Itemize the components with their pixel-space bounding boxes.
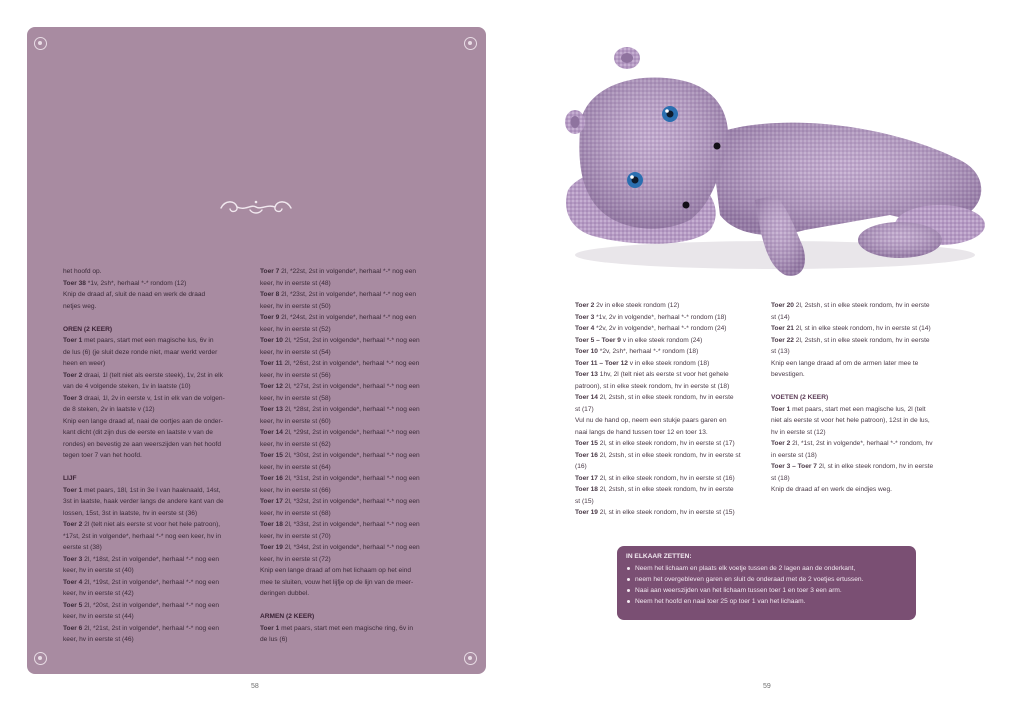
section-heading: OREN (2 KEER): [63, 325, 113, 333]
row-label: Toer 19: [260, 544, 283, 551]
instruction-line: (16): [575, 463, 587, 470]
row-instruction: 2l, *31st, 2st in volgende*, herhaal *-* nog een: [282, 475, 420, 482]
instruction-line: hv in eerste st (12): [771, 428, 826, 436]
pattern-row: [260, 404, 452, 416]
instruction-line: in eerste st (18): [771, 451, 817, 459]
row-label: Toer 14: [260, 429, 283, 436]
instruction-line: deringen dubbel.: [260, 590, 310, 597]
row-instruction: 2l, *20st, 2st in volgende*, herhaal *-* nog een: [82, 601, 220, 609]
row-label: Toer 18: [260, 521, 283, 528]
section-heading: ARMEN (2 KEER): [260, 613, 315, 620]
instruction-line: Vul nu de hand op, neem een stukje paars garen en: [575, 417, 727, 424]
pattern-row: [575, 358, 767, 370]
instruction-line: keer, hv in eerste st (50): [260, 302, 331, 310]
pattern-row: [771, 461, 963, 473]
instruction-line: naai langs de hand tussen toer 12 en toer 13.: [575, 428, 708, 436]
row-label: Toer 8: [260, 291, 280, 298]
row-label: Toer 21: [771, 325, 794, 332]
pattern-row: [575, 392, 767, 404]
row-instruction: 2l, *25st, 2st in volgende*, herhaal *-* nog een: [282, 337, 420, 344]
instruction-line: niet als eerste st voor het hele patroon), 12st in de lus,: [771, 417, 930, 424]
row-label: Toer 7: [260, 268, 280, 275]
section-heading: VOETEN (2 KEER): [771, 394, 829, 401]
instruction-line: keer, hv in eerste st (44): [63, 613, 134, 620]
pattern-row: [575, 507, 767, 519]
pattern-row: [575, 484, 767, 496]
pattern-row: [63, 519, 255, 531]
pattern-row: [575, 312, 767, 324]
row-label: Toer 1: [771, 405, 791, 413]
row-label: Toer 17: [575, 474, 598, 482]
row-instruction: 2l, *33st, 2st in volgende*, herhaal *-* nog een: [282, 521, 420, 528]
instruction-line: Knip de draad af, sluit de naad en werk de draad: [63, 291, 206, 298]
row-instruction: 2l, st in elke steek rondom, hv in eerste st (17): [597, 440, 735, 447]
row-label: Toer 16: [575, 451, 598, 459]
pattern-row: [63, 554, 255, 566]
pattern-row: [771, 300, 963, 312]
row-instruction: 2l (telt niet als eerste st voor het hele patroon),: [82, 521, 221, 528]
instruction-line: Knip een lange draad af om het lichaam op het eind: [260, 567, 412, 574]
row-label: Toer 3: [63, 394, 83, 402]
spacer: [771, 381, 963, 393]
section-heading: LIJF: [63, 475, 77, 482]
instruction-line: bevestigen.: [771, 371, 805, 378]
row-instruction: v in elke steek rondom (24): [620, 336, 703, 344]
instruction-line: keer, hv in eerste st (54): [260, 348, 331, 356]
row-label: Toer 3 – Toer 7: [771, 463, 817, 470]
row-label: Toer 13: [260, 406, 283, 413]
row-label: Toer 10: [575, 348, 598, 355]
assembly-item: Neem het lichaam en plaats elk voetje tussen de 2 lagen aan de onderkant,: [626, 563, 907, 574]
instruction-line: keer, hv in eerste st (58): [260, 394, 331, 402]
row-label: Toer 15: [260, 452, 283, 459]
row-instruction: met paars, start met een magische lus, 2l (telt: [790, 405, 926, 413]
spacer: [63, 312, 255, 324]
row-label: Toer 11 – Toer 12: [575, 359, 628, 367]
row-instruction: met paars, start met een magische lus, 6v in: [82, 337, 214, 344]
instruction-line: keer, hv in eerste st (42): [63, 590, 134, 597]
instruction-line: 3st in laatste, haak verder langs de andere kant van de: [63, 498, 224, 505]
row-instruction: draai, 1l, 2v in eerste v, 1st in elk van de volgen-: [82, 394, 225, 402]
row-label: Toer 3: [575, 313, 595, 321]
assembly-item: Naai aan weerszijden van het lichaam tussen toer 1 en toer 3 een arm.: [626, 585, 907, 596]
right-page-column-1: [575, 300, 767, 519]
row-label: Toer 38: [63, 279, 86, 287]
row-instruction: 2l, *34st, 2st in volgende*, herhaal *-* nog een: [282, 544, 420, 551]
pattern-row: [63, 370, 255, 382]
row-label: Toer 16: [260, 475, 283, 482]
spacer: [260, 600, 452, 612]
pattern-row: [63, 577, 255, 589]
hippo-hand-puppet-photo: [560, 40, 990, 290]
row-label: Toer 1: [63, 486, 83, 494]
row-label: Toer 12: [260, 383, 283, 390]
row-instruction: 2l, *19st, 2st in volgende*, herhaal *-* nog een: [82, 578, 220, 586]
pattern-row: [260, 496, 452, 508]
instruction-line: st (14): [771, 313, 790, 321]
row-label: Toer 2: [575, 302, 595, 309]
row-instruction: 2l, *23st, 2st in volgende*, herhaal *-* nog een: [279, 291, 417, 298]
row-instruction: 1hv, 2l (telt niet als eerste st voor het gehele: [597, 371, 729, 378]
pattern-row: [575, 438, 767, 450]
instruction-line: patroon), st in elke steek rondom, hv in eerste st (18): [575, 382, 730, 390]
instruction-line: rondes) en bevestig ze aan weerszijden van het hoofd: [63, 440, 221, 448]
pattern-row: [63, 600, 255, 612]
row-label: Toer 15: [575, 440, 598, 447]
instruction-line: keer, hv in eerste st (68): [260, 509, 331, 517]
instruction-line: heen en weer): [63, 360, 106, 367]
spacer: [63, 462, 255, 474]
instruction-line: keer, hv in eerste st (64): [260, 463, 331, 471]
pattern-row: [260, 542, 452, 554]
pattern-row: [575, 335, 767, 347]
row-label: Toer 9: [260, 314, 280, 321]
row-instruction: 2l, *24st, 2st in volgende*, herhaal *-* nog een: [279, 314, 417, 321]
row-instruction: 2l, st in elke steek rondom, hv in eerste st (16): [597, 474, 735, 482]
row-label: Toer 20: [771, 302, 794, 309]
row-instruction: 2l, *1st, 2st in volgende*, herhaal *-* rondom, hv: [790, 440, 933, 447]
row-instruction: 2l, 2stsh, st in elke steek rondom, hv in eerste st: [597, 451, 741, 459]
row-label: Toer 18: [575, 486, 598, 493]
row-label: Toer 2: [771, 440, 791, 447]
pattern-row: [260, 519, 452, 531]
assembly-instructions-box: [617, 546, 916, 620]
pattern-row: [260, 289, 452, 301]
corner-ornament-icon: [464, 652, 477, 665]
instruction-line: de lus (6): [260, 636, 288, 643]
pattern-row: [575, 300, 767, 312]
pattern-row: [575, 369, 767, 381]
row-instruction: *2v, 2sh*, herhaal *-* rondom (18): [597, 348, 699, 355]
row-label: Toer 1: [63, 337, 83, 344]
pattern-row: [260, 473, 452, 485]
row-label: Toer 2: [63, 371, 83, 379]
row-label: Toer 6: [63, 624, 83, 632]
row-label: Toer 10: [260, 337, 283, 344]
pattern-row: [63, 485, 255, 497]
row-instruction: 2v in elke steek rondom (12): [594, 302, 680, 309]
instruction-line: kant dicht (dit zijn dus de eerste en laatste v van de: [63, 429, 213, 436]
row-instruction: v in elke steek rondom (18): [627, 359, 710, 367]
pattern-row: [63, 393, 255, 405]
pattern-row: [260, 381, 452, 393]
row-label: Toer 4: [63, 578, 83, 586]
instruction-line: st (15): [575, 497, 594, 505]
page-number-right: 59: [763, 683, 771, 690]
instruction-line: het hoofd op.: [63, 268, 102, 275]
instruction-line: tegen toer 7 van het hoofd.: [63, 452, 142, 459]
row-instruction: 2l, *18st, 2st in volgende*, herhaal *-* nog een: [82, 555, 220, 563]
row-label: Toer 11: [260, 360, 283, 367]
instruction-line: *17st, 2st in volgende*, herhaal *-* nog een keer, hv in: [63, 532, 221, 540]
row-instruction: 2l, *22st, 2st in volgende*, herhaal *-* nog een: [279, 268, 417, 275]
instruction-line: van de 4 volgende steken, 1v in laatste (10): [63, 383, 191, 390]
row-instruction: met paars, start met een magische ring, 6v in: [279, 624, 414, 632]
row-instruction: 2l, *26st, 2st in volgende*, herhaal *-* nog een: [282, 360, 420, 367]
row-label: Toer 2: [63, 521, 83, 528]
row-instruction: met paars, 18l, 1st in 3e l van haaknaald, 14st,: [82, 486, 221, 494]
assembly-item: neem het overgebleven garen en sluit de onderaad met de 2 voetjes ertussen.: [626, 574, 907, 585]
row-label: Toer 14: [575, 394, 598, 401]
instruction-line: Knip een lange draad af om de armen later mee te: [771, 359, 919, 367]
pattern-row: [575, 346, 767, 358]
instruction-line: lossen, 15st, 3st in laatste, hv in eerste st (36): [63, 509, 198, 517]
pattern-row: [260, 266, 452, 278]
row-instruction: 2l, 2stsh, st in elke steek rondom, hv in eerste: [793, 302, 930, 309]
row-instruction: 2l, *27st, 2st in volgende*, herhaal *-* nog een: [282, 383, 420, 390]
page-number-left: 58: [251, 683, 259, 690]
row-instruction: 2l, *30st, 2st in volgende*, herhaal *-* nog een: [282, 452, 420, 459]
instruction-line: keer, hv in eerste st (70): [260, 532, 331, 540]
row-instruction: 2l, 2stsh, st in elke steek rondom, hv in eerste: [597, 486, 734, 493]
pattern-row: [771, 323, 963, 335]
pattern-row: [63, 278, 255, 290]
pattern-row: [575, 473, 767, 485]
instruction-line: eerste st (38): [63, 544, 102, 551]
row-instruction: draai, 1l (telt niet als eerste steek), 1v, 2st in elk: [82, 371, 223, 379]
instruction-line: keer, hv in eerste st (48): [260, 279, 331, 287]
row-label: Toer 19: [575, 509, 598, 516]
row-instruction: *2v, 2v in volgende*, herhaal *-* rondom (24): [594, 325, 727, 332]
pattern-row: [575, 450, 767, 462]
pattern-row: [771, 335, 963, 347]
row-label: Toer 4: [575, 325, 595, 332]
pattern-row: [260, 358, 452, 370]
instruction-line: mee te sluiten, vouw het lijfje op de lijn van de meer-: [260, 578, 414, 586]
instruction-line: keer, hv in eerste st (46): [63, 636, 134, 643]
pattern-row: [260, 312, 452, 324]
left-page-column-1: [63, 266, 255, 646]
corner-ornament-icon: [464, 37, 477, 50]
instruction-line: Knip de draad af en werk de eindjes weg.: [771, 486, 892, 493]
pattern-row: [575, 323, 767, 335]
row-instruction: 2l, st in elke steek rondom, hv in eerste: [816, 463, 934, 470]
instruction-line: st (18): [771, 474, 790, 482]
instruction-line: st (17): [575, 405, 594, 413]
pattern-row: [260, 450, 452, 462]
corner-ornament-icon: [34, 652, 47, 665]
pattern-row: [63, 623, 255, 635]
instruction-line: keer, hv in eerste st (62): [260, 440, 331, 448]
row-instruction: 2l, 2stsh, st in elke steek rondom, hv in eerste: [597, 394, 734, 401]
pattern-row: [771, 404, 963, 416]
instruction-line: keer, hv in eerste st (40): [63, 567, 134, 574]
assembly-item: Neem het hoofd en naai toer 25 op toer 1 van het lichaam.: [626, 596, 907, 607]
row-label: Toer 13: [575, 371, 598, 378]
row-instruction: 2l, st in elke steek rondom, hv in eerste st (14): [793, 325, 931, 332]
left-page-column-2: [260, 266, 452, 646]
row-label: Toer 5: [63, 601, 83, 609]
row-instruction: *1v, 2sh*, herhaal *-* rondom (12): [85, 279, 187, 287]
instruction-line: netjes weg.: [63, 302, 97, 310]
instruction-line: keer, hv in eerste st (56): [260, 371, 331, 379]
pattern-row: [771, 438, 963, 450]
instruction-line: st (13): [771, 348, 790, 355]
instruction-line: Knip een lange draad af, naai de oortjes aan de onder-: [63, 417, 223, 425]
instruction-line: de lus (6) (je sluit deze ronde niet, maar werkt verder: [63, 348, 218, 356]
pattern-row: [260, 427, 452, 439]
row-instruction: 2l, *29st, 2st in volgende*, herhaal *-* nog een: [282, 429, 420, 436]
row-label: Toer 5 – Toer 9: [575, 336, 621, 344]
instruction-line: de 8 steken, 2v in laatste v (12): [63, 406, 155, 413]
row-instruction: 2l, *21st, 2st in volgende*, herhaal *-* nog een: [82, 624, 220, 632]
row-label: Toer 3: [63, 555, 83, 563]
corner-ornament-icon: [34, 37, 47, 50]
row-label: Toer 1: [260, 624, 280, 632]
instruction-line: keer, hv in eerste st (72): [260, 555, 331, 563]
row-instruction: *1v, 2v in volgende*, herhaal *-* rondom (18): [594, 313, 727, 321]
row-instruction: 2l, *32st, 2st in volgende*, herhaal *-* nog een: [282, 498, 420, 505]
pattern-row: [63, 335, 255, 347]
pattern-row: [260, 623, 452, 635]
row-label: Toer 22: [771, 336, 794, 344]
instruction-line: keer, hv in eerste st (52): [260, 325, 331, 333]
row-label: Toer 17: [260, 498, 283, 505]
row-instruction: 2l, st in elke steek rondom, hv in eerste st (15): [597, 509, 735, 516]
pattern-row: [260, 335, 452, 347]
row-instruction: 2l, 2stsh, st in elke steek rondom, hv in eerste: [793, 336, 930, 344]
right-page-column-2: [771, 300, 963, 496]
instruction-line: keer, hv in eerste st (66): [260, 486, 331, 494]
row-instruction: 2l, *28st, 2st in volgende*, herhaal *-* nog een: [282, 406, 420, 413]
flourish-ornament-icon: [217, 196, 295, 218]
instruction-line: keer, hv in eerste st (60): [260, 417, 331, 425]
assembly-title: IN ELKAAR ZETTEN:: [626, 553, 692, 560]
